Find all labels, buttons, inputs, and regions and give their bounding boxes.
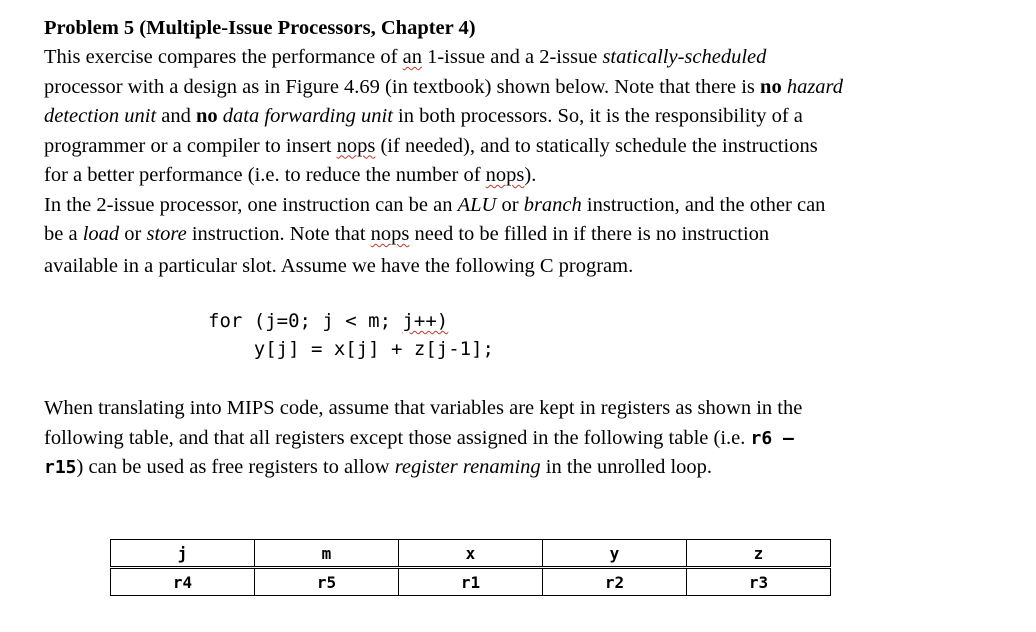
spellcheck-word: nops — [336, 134, 376, 157]
table-row — [111, 568, 831, 596]
table-header-cell: z — [687, 540, 831, 568]
table-header-cell: m — [255, 540, 399, 568]
table-header-cell: y — [543, 540, 687, 568]
register-table — [110, 539, 831, 596]
table-header-row — [111, 540, 831, 568]
table-cell: r4 — [111, 568, 255, 596]
table-cell: r5 — [255, 568, 399, 596]
spellcheck-word: j++) — [402, 310, 449, 332]
spellcheck-word: an — [402, 46, 422, 68]
problem-title: Problem 5 (Multiple-Issue Processors, Chapter 4) — [44, 17, 476, 39]
table-cell: r3 — [687, 568, 831, 596]
table-header-cell: j — [111, 540, 255, 568]
c-code-block: for (j=0; j < m; j++) y[j] = x[j] + z[j-1]; — [208, 310, 494, 360]
problem-document — [44, 14, 1024, 592]
table-header-cell: x — [399, 540, 543, 568]
intro-paragraph: This exercise compares the performance of an 1-issue and a 2-issue statically-scheduled processor with a design as in Figure 4.69 (in textbook) shown below. Note that there is no hazard detection unit and no data forwarding unit in both processors. So, it is the responsibility of a programmer or a compiler to insert nops (if needed), and to statically schedule the instructions for a better performance (i.e. to reduce the number of nops). In the 2-issue processor, one instruction can be an ALU or branch instruction, and the other can be a load or store instruction. Note that nops need to be filled in if there is no instruction available in a particular slot. Assume we have the following C program. — [44, 46, 844, 277]
spellcheck-word: nops — [485, 164, 525, 186]
table-cell: r2 — [543, 568, 687, 596]
translation-paragraph: When translating into MIPS code, assume that variables are kept in registers as shown in the following table, and that all registers except those assigned in the following table (i.e. r6 – r15) can be used as free registers to allow register renaming in the unrolled loop. — [44, 397, 803, 478]
spellcheck-word: nops — [370, 223, 410, 245]
table-cell: r1 — [399, 568, 543, 596]
